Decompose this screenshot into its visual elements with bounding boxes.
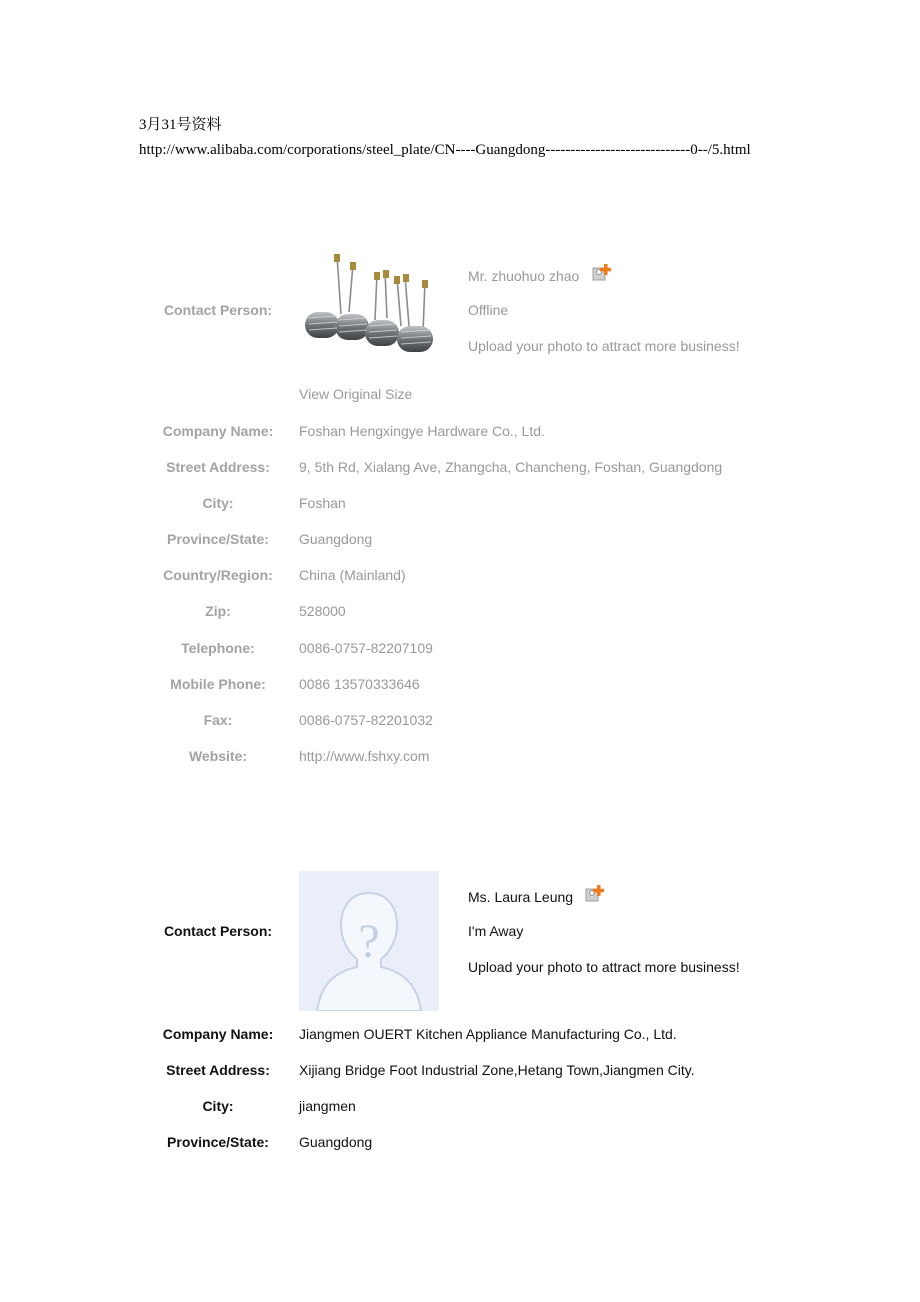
fax-label: Fax:: [203, 712, 233, 728]
contact-name[interactable]: Ms. Laura Leung: [468, 889, 574, 905]
province-value: Guangdong: [299, 531, 373, 547]
contact-person-label: Contact Person:: [163, 923, 273, 939]
company-name-value: Foshan Hengxingye Hardware Co., Ltd.: [299, 423, 545, 439]
question-avatar-icon: [299, 871, 439, 1011]
view-original-size-link[interactable]: View Original Size: [299, 386, 413, 402]
add-contact-icon[interactable]: [592, 263, 612, 281]
company-name-value: Jiangmen OUERT Kitchen Appliance Manufacturing Co., Ltd.: [299, 1026, 677, 1042]
country-label: Country/Region:: [163, 567, 273, 583]
upload-photo-link[interactable]: Upload your photo to attract more business!: [468, 338, 740, 354]
upload-photo-link[interactable]: Upload your photo to attract more business!: [468, 959, 740, 975]
zip-value: 528000: [299, 603, 346, 619]
street-address-value: 9, 5th Rd, Xialang Ave, Zhangcha, Chancheng, Foshan, Guangdong: [299, 459, 723, 475]
mobile-phone-label: Mobile Phone:: [170, 676, 266, 692]
city-value: jiangmen: [299, 1098, 356, 1114]
city-value: Foshan: [299, 495, 346, 511]
date-title: 3月31号资料: [139, 117, 222, 133]
contact-name[interactable]: Mr. zhuohuo zhao: [468, 268, 580, 284]
country-value: China (Mainland): [299, 567, 406, 583]
source-url[interactable]: http://www.alibaba.com/corporations/steel_plate/CN----Guangdong-----------------------------0--/5.html: [139, 142, 751, 158]
document-header: [139, 113, 779, 163]
street-address-label: Street Address:: [166, 459, 270, 475]
street-address-value: Xijiang Bridge Foot Industrial Zone,Hetang Town,Jiangmen City.: [299, 1062, 695, 1078]
province-label: Province/State:: [167, 531, 269, 547]
telephone-label: Telephone:: [181, 640, 255, 656]
svg-text:?: ?: [358, 915, 380, 968]
online-status: I'm Away: [468, 923, 524, 939]
zip-label: Zip:: [205, 603, 231, 619]
telephone-value: 0086-0757-82207109: [299, 640, 433, 656]
province-label: Province/State:: [167, 1134, 269, 1150]
fax-value: 0086-0757-82201032: [299, 712, 433, 728]
company-name-label: Company Name:: [162, 1026, 274, 1042]
city-label: City:: [202, 1098, 234, 1114]
company-name-label: Company Name:: [162, 423, 274, 439]
coil-springs-photo[interactable]: [299, 252, 443, 356]
add-contact-icon[interactable]: [585, 884, 605, 902]
province-value: Guangdong: [299, 1134, 373, 1150]
mobile-phone-value: 0086 13570333646: [299, 676, 420, 692]
website-link[interactable]: http://www.fshxy.com: [299, 748, 430, 764]
online-status: Offline: [468, 302, 509, 318]
street-address-label: Street Address:: [166, 1062, 270, 1078]
city-label: City:: [202, 495, 234, 511]
contact-person-label: Contact Person:: [163, 302, 273, 318]
website-label: Website:: [188, 748, 248, 764]
